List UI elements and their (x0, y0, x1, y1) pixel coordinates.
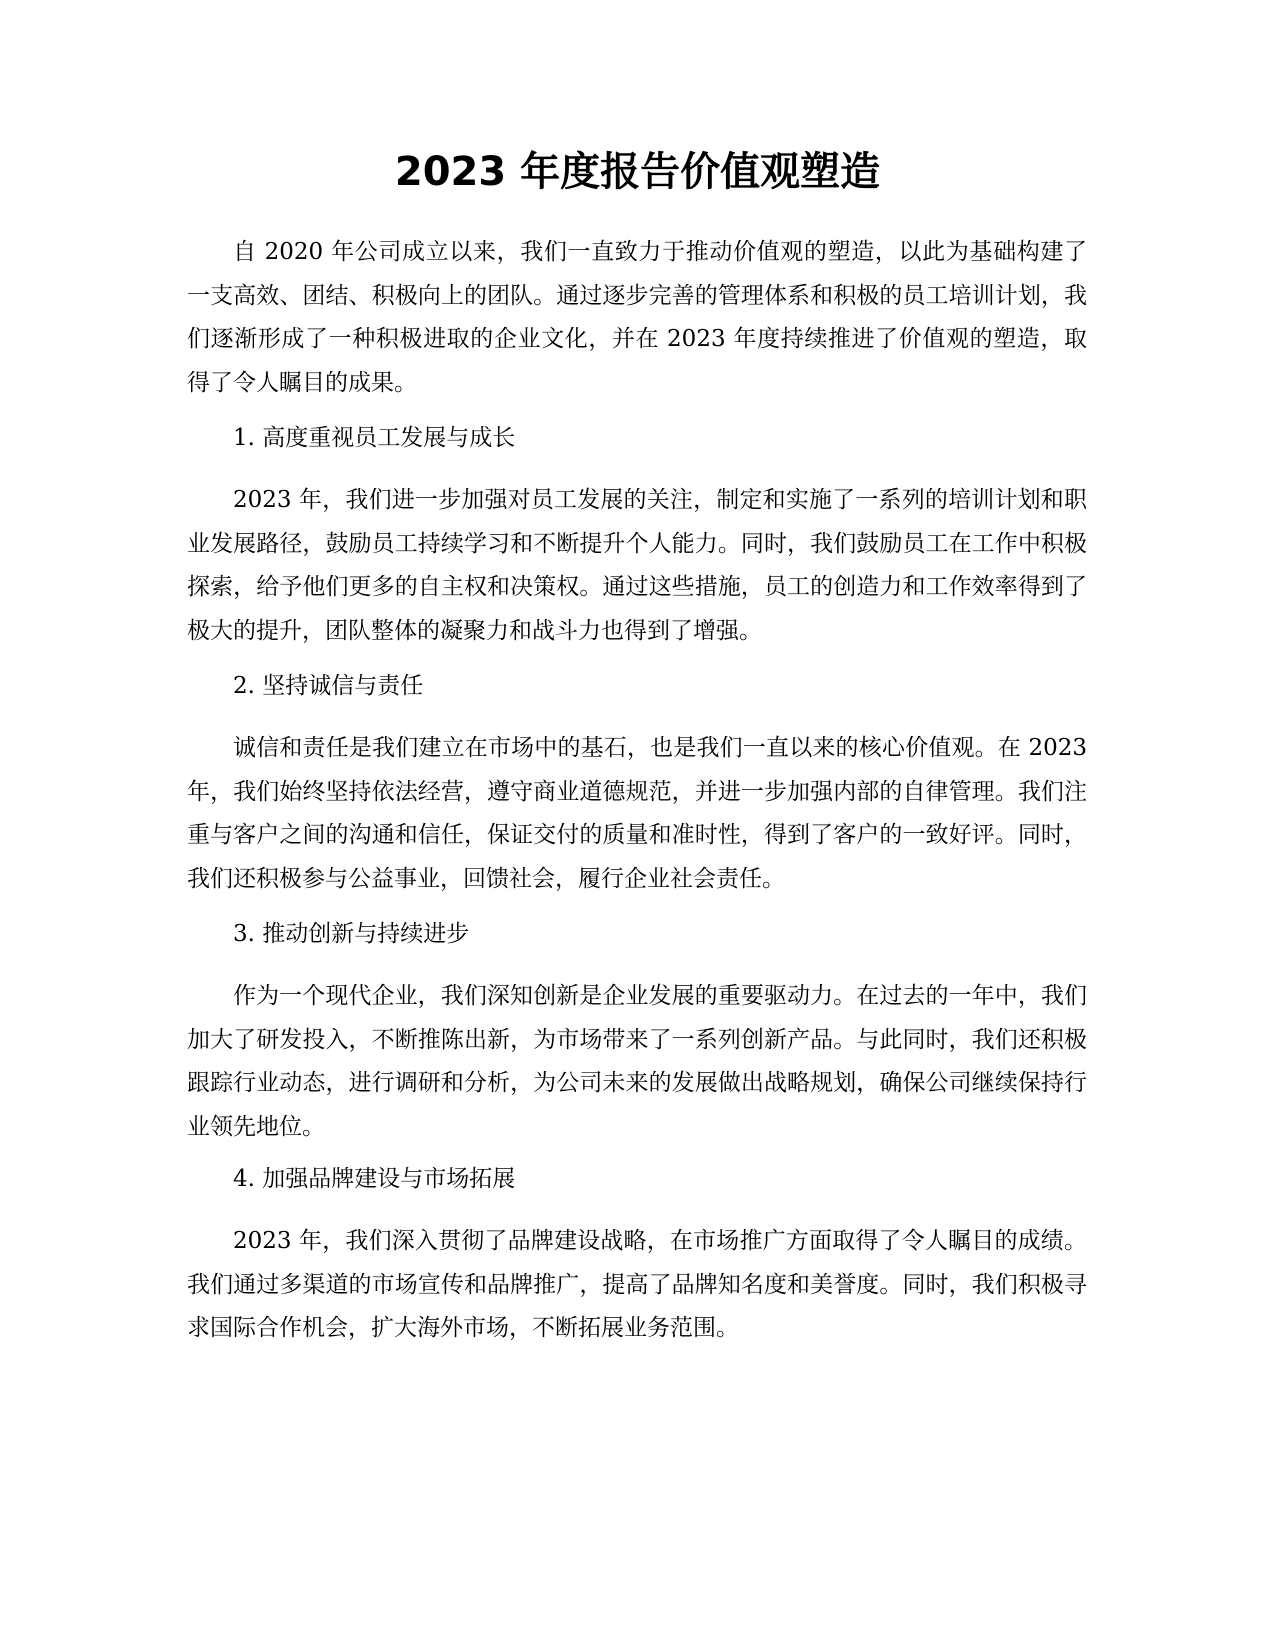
section-heading-1: 1. 高度重视员工发展与成长 (233, 425, 516, 451)
section-body-1: 2023 年，我们进一步加强对员工发展的关注，制定和实施了一系列的培训计划和职业发展路径，鼓励员工持续学习和不断提升个人能力。同时，我们鼓励员工在工作中积极探索，给予他们更多的自主权和决策权。通过这些措施，员工的创造力和工作效率得到了极大的提升，团队整体的凝聚力和战斗力也得到了增强。 (187, 487, 1087, 644)
intro-paragraph: 自 2020 年公司成立以来，我们一直致力于推动价值观的塑造，以此为基础构建了一支高效、团结、积极向上的团队。通过逐步完善的管理体系和积极的员工培训计划，我们逐渐形成了一种积极进取的企业文化，并在 2023 年度持续推进了价值观的塑造，取得了令人瞩目的成果。 (187, 239, 1087, 396)
section-heading-3: 3. 推动创新与持续进步 (233, 921, 470, 947)
section-body-2: 诚信和责任是我们建立在市场中的基石，也是我们一直以来的核心价值观。在 2023 年，我们始终坚持依法经营，遵守商业道德规范，并进一步加强内部的自律管理。我们注重与客户之间的沟通和信任，保证交付的质量和准时性，得到了客户的一致好评。同时，我们还积极参与公益事业，回馈社会，履行企业社会责任。 (187, 735, 1087, 892)
document-title: 2023 年度报告价值观塑造 (394, 149, 881, 195)
section-body-4: 2023 年，我们深入贯彻了品牌建设战略，在市场推广方面取得了令人瞩目的成绩。我们通过多渠道的市场宣传和品牌推广，提高了品牌知名度和美誉度。同时，我们积极寻求国际合作机会，扩大海外市场，不断拓展业务范围。 (187, 1228, 1087, 1341)
section-body-3: 作为一个现代企业，我们深知创新是企业发展的重要驱动力。在过去的一年中，我们加大了研发投入，不断推陈出新，为市场带来了一系列创新产品。与此同时，我们还积极跟踪行业动态，进行调研和分析，为公司未来的发展做出战略规划，确保公司继续保持行业领先地位。 (187, 983, 1087, 1140)
section-heading-4: 4. 加强品牌建设与市场拓展 (233, 1166, 516, 1192)
section-heading-2: 2. 坚持诚信与责任 (233, 673, 424, 699)
